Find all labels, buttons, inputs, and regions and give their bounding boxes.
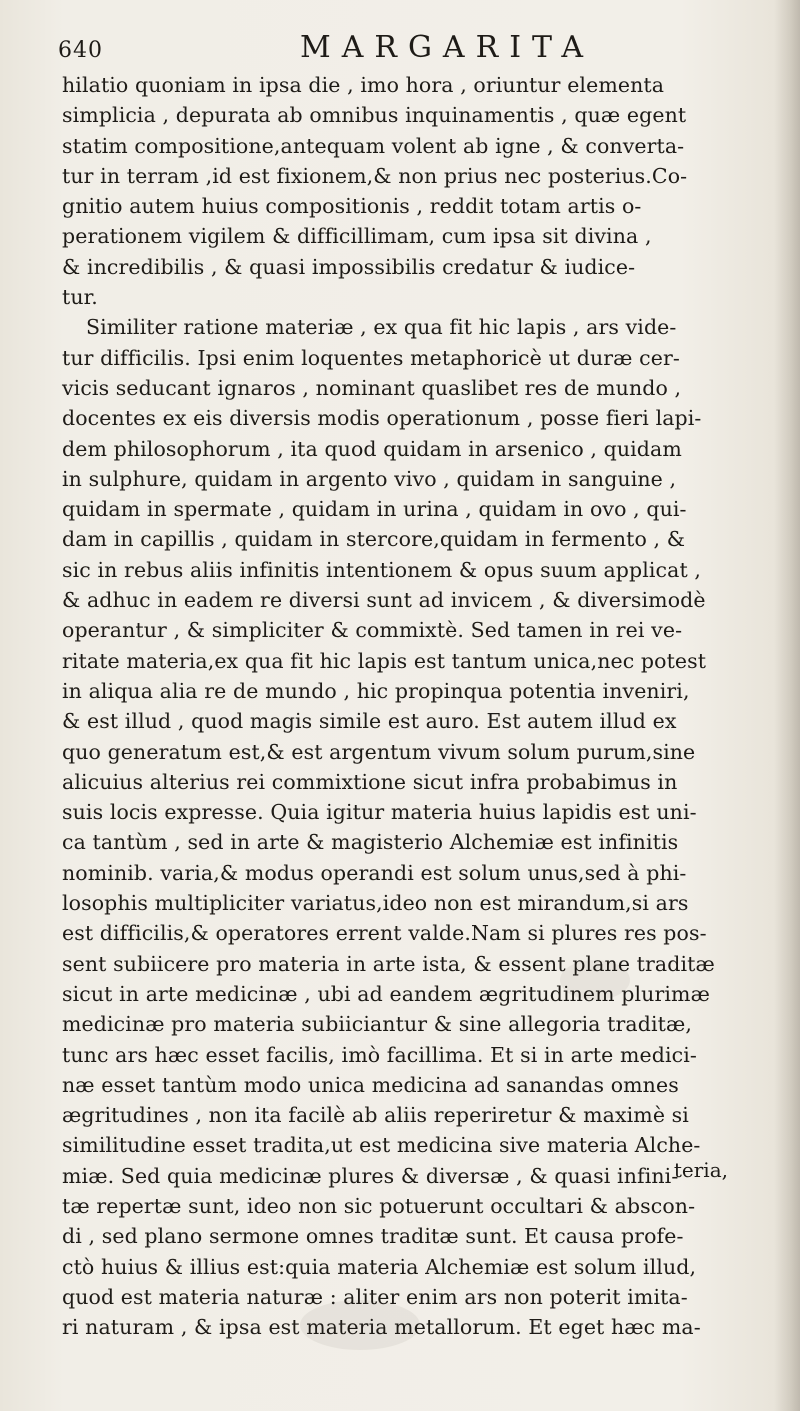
text-line: in sulphure, quidam in argento vivo , quidam in sanguine , <box>62 466 677 491</box>
text-line: tunc ars hæc esset facilis, imò facillima. Et si in arte medici- <box>62 1042 697 1067</box>
text-line: Similiter ratione materiæ , ex qua fit hic lapis , ars vide- <box>86 315 677 340</box>
text-line: gnitio autem huius compositionis , reddit totam artis o- <box>62 194 642 219</box>
text-line: di , sed plano sermone omnes traditæ sunt. Et causa profe- <box>62 1224 684 1249</box>
running-head: MARGARITA <box>300 30 595 65</box>
text-line: hilatio quoniam in ipsa die , imo hora , oriuntur elementa <box>62 73 665 97</box>
text-line: ctò huius & illius est:quia materia Alchemiæ est solum illud, <box>62 1254 697 1279</box>
text-line: næ esset tantùm modo unica medicina ad sanandas omnes <box>62 1072 679 1097</box>
text-line: & adhuc in eadem re diversi sunt ad invicem , & diversimodè <box>62 588 706 613</box>
text-line: ri naturam , & ipsa est materia metallorum. Et eget hæc ma- <box>62 1315 701 1340</box>
catchword: teria, <box>673 1158 728 1182</box>
text-line: ritate materia,ex qua fit hic lapis est tantum unica,nec potest <box>62 648 707 673</box>
text-line: ca tantùm , sed in arte & magisterio Alchemiæ est infinitis <box>62 830 679 855</box>
text-line: quod est materia naturæ : aliter enim ars non poterit imita- <box>62 1284 688 1309</box>
text-line: ægritudines , non ita facilè ab aliis reperiretur & maximè si <box>62 1103 689 1128</box>
text-line: statim compositione,antequam volent ab igne , & converta- <box>62 133 685 158</box>
text-line: est difficilis,& operatores errent valde.Nam si plures res pos- <box>62 921 707 946</box>
body-text <box>62 70 792 1342</box>
text-line: operantur , & simpliciter & commixtè. Sed tamen in rei ve- <box>62 618 683 643</box>
text-line: medicinæ pro materia subiiciantur & sine allegoria traditæ, <box>62 1012 692 1037</box>
text-line: dam in capillis , quidam in stercore,quidam in fermento , & <box>62 527 686 552</box>
text-line: losophis multipliciter variatus,ideo non est mirandum,si ars <box>62 891 689 916</box>
text-line: perationem vigilem & difficillimam, cum ipsa sit divina , <box>62 224 652 249</box>
page-header <box>58 30 758 66</box>
page-number: 640 <box>58 38 103 63</box>
text-line: suis locis expresse. Quia igitur materia huius lapidis est uni- <box>62 800 697 825</box>
text-line: docentes ex eis diversis modis operationum , posse fieri lapi- <box>62 406 702 431</box>
text-line: sicut in arte medicinæ , ubi ad eandem ægritudinem plurimæ <box>62 981 710 1006</box>
text-line: vicis seducant ignaros , nominant quaslibet res de mundo , <box>62 375 682 400</box>
text-line: alicuius alterius rei commixtione sicut infra probabimus in <box>62 769 678 794</box>
text-line: similitudine esset tradita,ut est medicina sive materia Alche- <box>62 1133 701 1158</box>
text-line: tæ repertæ sunt, ideo non sic potuerunt occultari & abscon- <box>62 1193 696 1218</box>
text-line: & est illud , quod magis simile est auro. Est autem illud ex <box>62 709 677 734</box>
text-line: dem philosophorum , ita quod quidam in arsenico , quidam <box>62 436 682 461</box>
text-line: tur in terram ,id est fixionem,& non prius nec posterius.Co- <box>62 163 688 188</box>
text-line: sic in rebus aliis infinitis intentionem & opus suum applicat , <box>62 557 702 582</box>
text-line: & incredibilis , & quasi impossibilis credatur & iudice- <box>62 254 636 279</box>
text-line: simplicia , depurata ab omnibus inquinamentis , quæ egent <box>62 103 687 128</box>
text-line: miæ. Sed quia medicinæ plures & diversæ , & quasi infini- <box>62 1163 679 1188</box>
text-line: sent subiicere pro materia in arte ista, & essent plane traditæ <box>62 951 715 976</box>
text-line: nominib. varia,& modus operandi est solum unus,sed à phi- <box>62 860 687 885</box>
text-line: tur difficilis. Ipsi enim loquentes metaphoricè ut duræ cer- <box>62 345 680 370</box>
text-line: tur. <box>62 285 98 310</box>
text-line: quo generatum est,& est argentum vivum solum purum,sine <box>62 739 696 764</box>
text-line: in aliqua alia re de mundo , hic propinqua potentia inveniri, <box>62 678 690 703</box>
text-line: quidam in spermate , quidam in urina , quidam in ovo , qui- <box>62 497 687 522</box>
